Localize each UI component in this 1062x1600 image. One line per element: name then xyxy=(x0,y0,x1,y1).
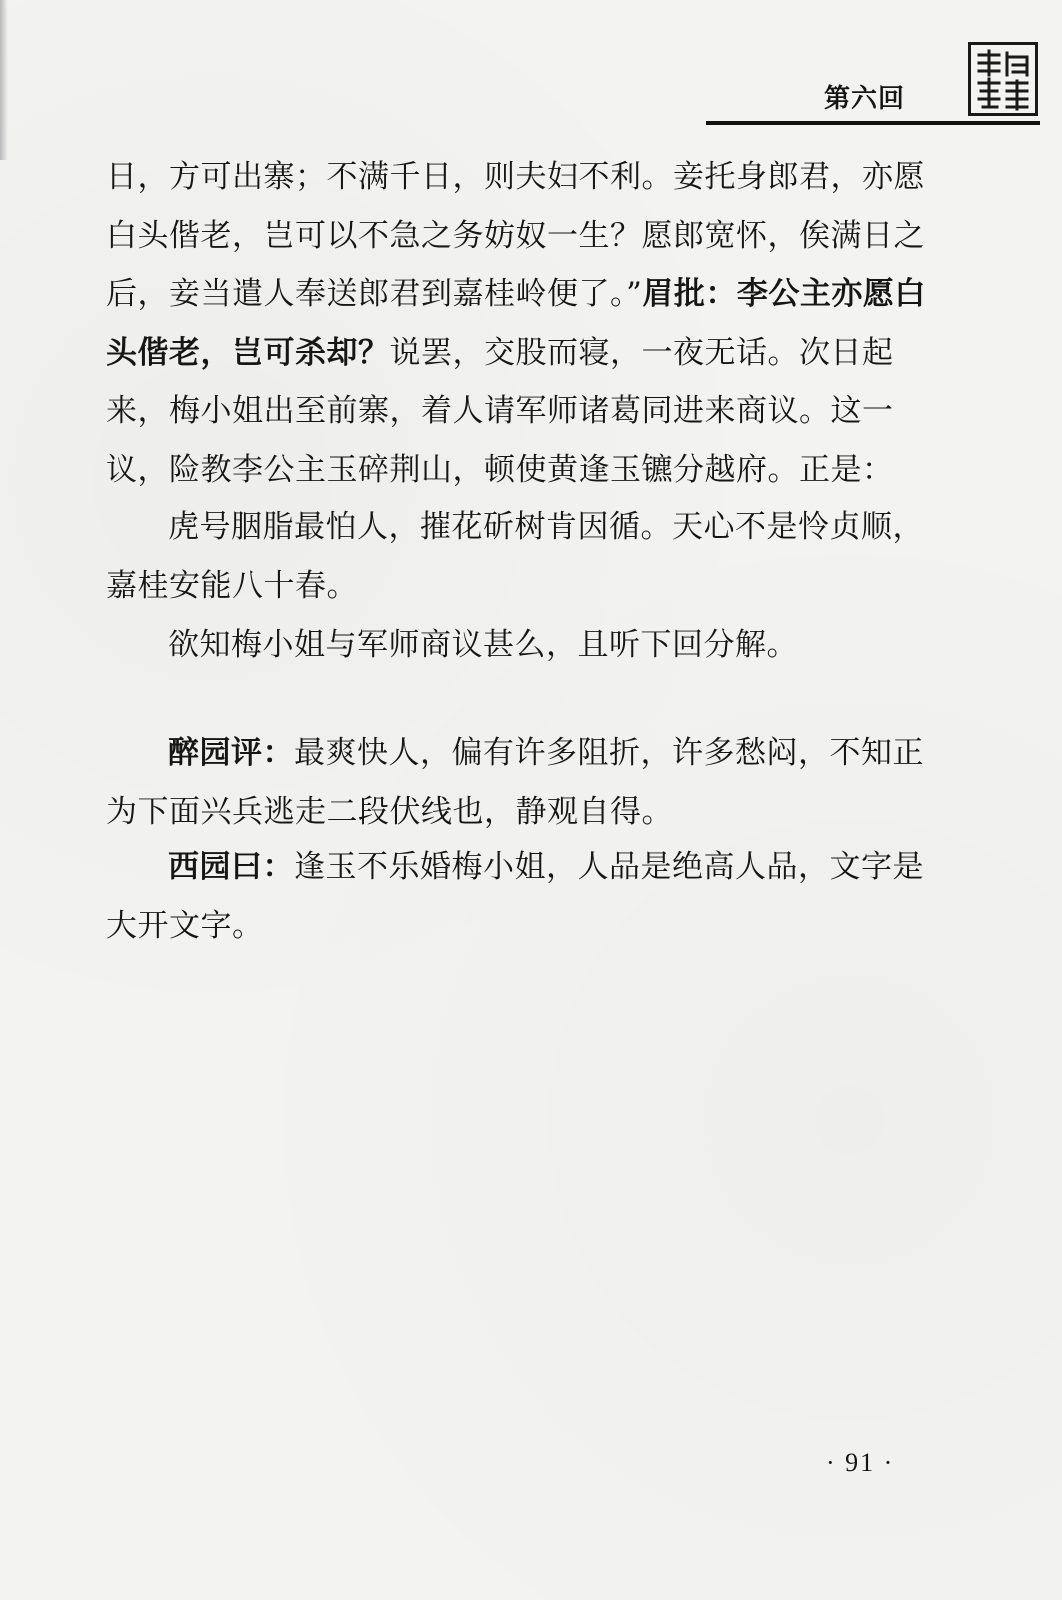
header-rule xyxy=(706,121,1040,125)
poem-verse: 虎号胭脂最怕人，摧花斫树肯因循。天心不是怜贞顺，嘉桂安能八十春。 xyxy=(106,509,924,604)
margin-note-label: 眉批： xyxy=(642,276,737,312)
commentary-xiyuan xyxy=(106,838,936,955)
chapter-running-head: 第六回 xyxy=(824,84,906,114)
seal-stamp-icon xyxy=(968,42,1038,116)
main-paragraph xyxy=(106,148,936,499)
main-text-part2: 说罢，交股而寝，一夜无话。次日起来，梅小姐出至前寨，着人请军师诸葛同进来商议。这一议，险教李公主玉碎荆山，顿使黄逢玉镳分越府。正是： xyxy=(106,334,894,488)
scan-edge-shadow xyxy=(0,0,8,160)
commentary-zuiyuan xyxy=(106,724,936,841)
margin-note-text: 李公主亦愿白头偕老，岂可杀却？ xyxy=(106,276,926,371)
commentary-text: 逢玉不乐婚梅小姐，人品是绝高人品，文字是大开文字。 xyxy=(106,849,924,944)
commentary-text: 最爽快人，偏有许多阻折，许多愁闷，不知正为下面兴兵逃走二段伏线也，静观自得。 xyxy=(106,735,924,830)
page-number: · 91 · xyxy=(826,1448,895,1477)
main-text-part1: 日，方可出寨；不满千日，则夫妇不利。妾托身郎君，亦愿白头偕老，岂可以不急之务妨奴一生？愿郎宽怀，俟满日之后，妾当遣人奉送郎君到嘉桂岭便了。” xyxy=(106,159,925,312)
closing-line: 欲知梅小姐与军师商议甚么，且听下回分解。 xyxy=(168,627,798,663)
commentary-label: 西园曰： xyxy=(168,849,294,885)
commentary-label: 醉园评： xyxy=(168,735,294,771)
